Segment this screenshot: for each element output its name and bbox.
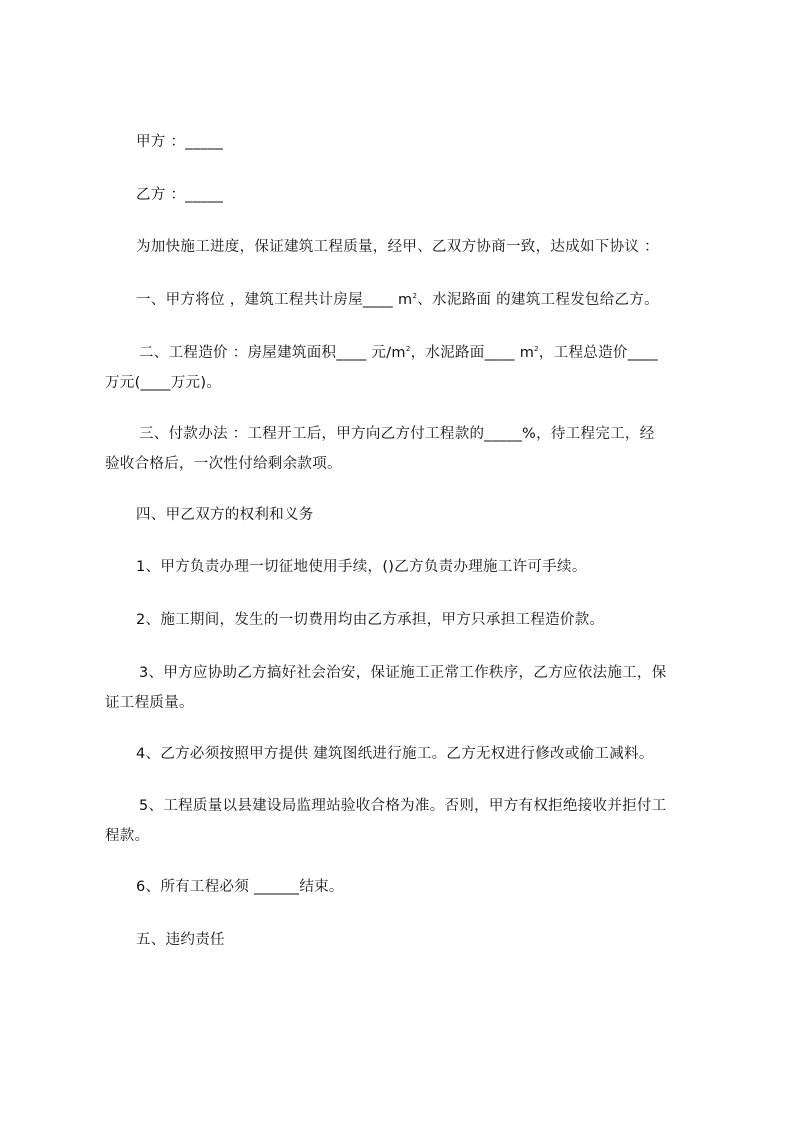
item-1-text: 1、甲方负责办理一切征地使用手续，()乙方负责办理施工许可手续。 <box>136 559 587 575</box>
item-6-text: 6、所有工程必须 ______结束。 <box>136 879 344 895</box>
item-6-paragraph <box>105 872 705 902</box>
clause-3-line-1: 三、付款办法 ：工程开工后，甲方向乙方付工程款的_____%，待工程完工，经 <box>139 426 655 442</box>
clause-3-paragraph <box>105 419 705 479</box>
clause-1-line <box>105 285 705 315</box>
party-b-text: 乙方 ：_____ <box>136 187 224 203</box>
item-2-paragraph <box>105 605 705 635</box>
clause-1-paragraph <box>105 285 705 315</box>
item-3-paragraph <box>105 658 705 718</box>
item-5-line-2: 程款。 <box>105 828 150 844</box>
clause-2-text-a: 二、工程造价 ：房屋建筑面积____ 元/m <box>139 345 406 361</box>
party-a-line <box>105 127 705 157</box>
clause-4-heading-text: 四、甲乙双方的权利和义务 <box>136 507 314 523</box>
clause-5-heading <box>105 925 705 955</box>
party-b-line <box>105 180 705 210</box>
item-3-line-1: 3、甲方应协助乙方搞好社会治安，保证施工正常工作秩序，乙方应依法施工，保 <box>139 665 667 681</box>
clause-2-unit-superscript-2: 2 <box>534 345 539 353</box>
item-3-line-2: 证工程质量。 <box>105 695 194 711</box>
clause-2-paragraph <box>105 338 705 398</box>
item-4-paragraph <box>105 739 705 769</box>
clause-2-line-2: 万元(____万元)。 <box>105 375 222 391</box>
clause-1-text-a: 一、甲方将位 ，建筑工程共计房屋____ m <box>136 292 413 308</box>
intro-text: 为加快施工进度，保证建筑工程质量，经甲、乙双方协商一致，达成如下协议 ： <box>136 239 659 255</box>
clause-2-text-b: ，水泥路面____ m <box>410 345 535 361</box>
item-5-line-1: 5、工程质量以县建设局监理站验收合格为准。否则，甲方有权拒绝接收并拒付工 <box>139 798 667 814</box>
clause-5-heading-text: 五、违约责任 <box>136 932 225 948</box>
party-a-text: 甲方 ：_____ <box>136 134 224 150</box>
clause-2-text-c: ，工程总造价____ <box>538 345 658 361</box>
item-1-paragraph <box>105 552 705 582</box>
clause-1-text-b: 、水泥路面 的建筑工程发包给乙方。 <box>417 292 659 308</box>
clause-3-line-2: 验收合格后，一次性付给剩余款项。 <box>105 456 342 472</box>
item-5-paragraph <box>105 791 705 851</box>
intro-paragraph <box>105 232 705 262</box>
clause-1-unit-superscript: 2 <box>412 292 418 300</box>
clause-4-heading <box>105 500 705 530</box>
clause-2-unit-superscript-1: 2 <box>405 345 411 353</box>
clause-2-line-1 <box>105 338 705 368</box>
item-2-text: 2、施工期间，发生的一切费用均由乙方承担，甲方只承担工程造价款。 <box>136 612 605 628</box>
item-4-text: 4、乙方必须按照甲方提供 建筑图纸进行施工。乙方无权进行修改或偷工减料。 <box>136 746 654 762</box>
